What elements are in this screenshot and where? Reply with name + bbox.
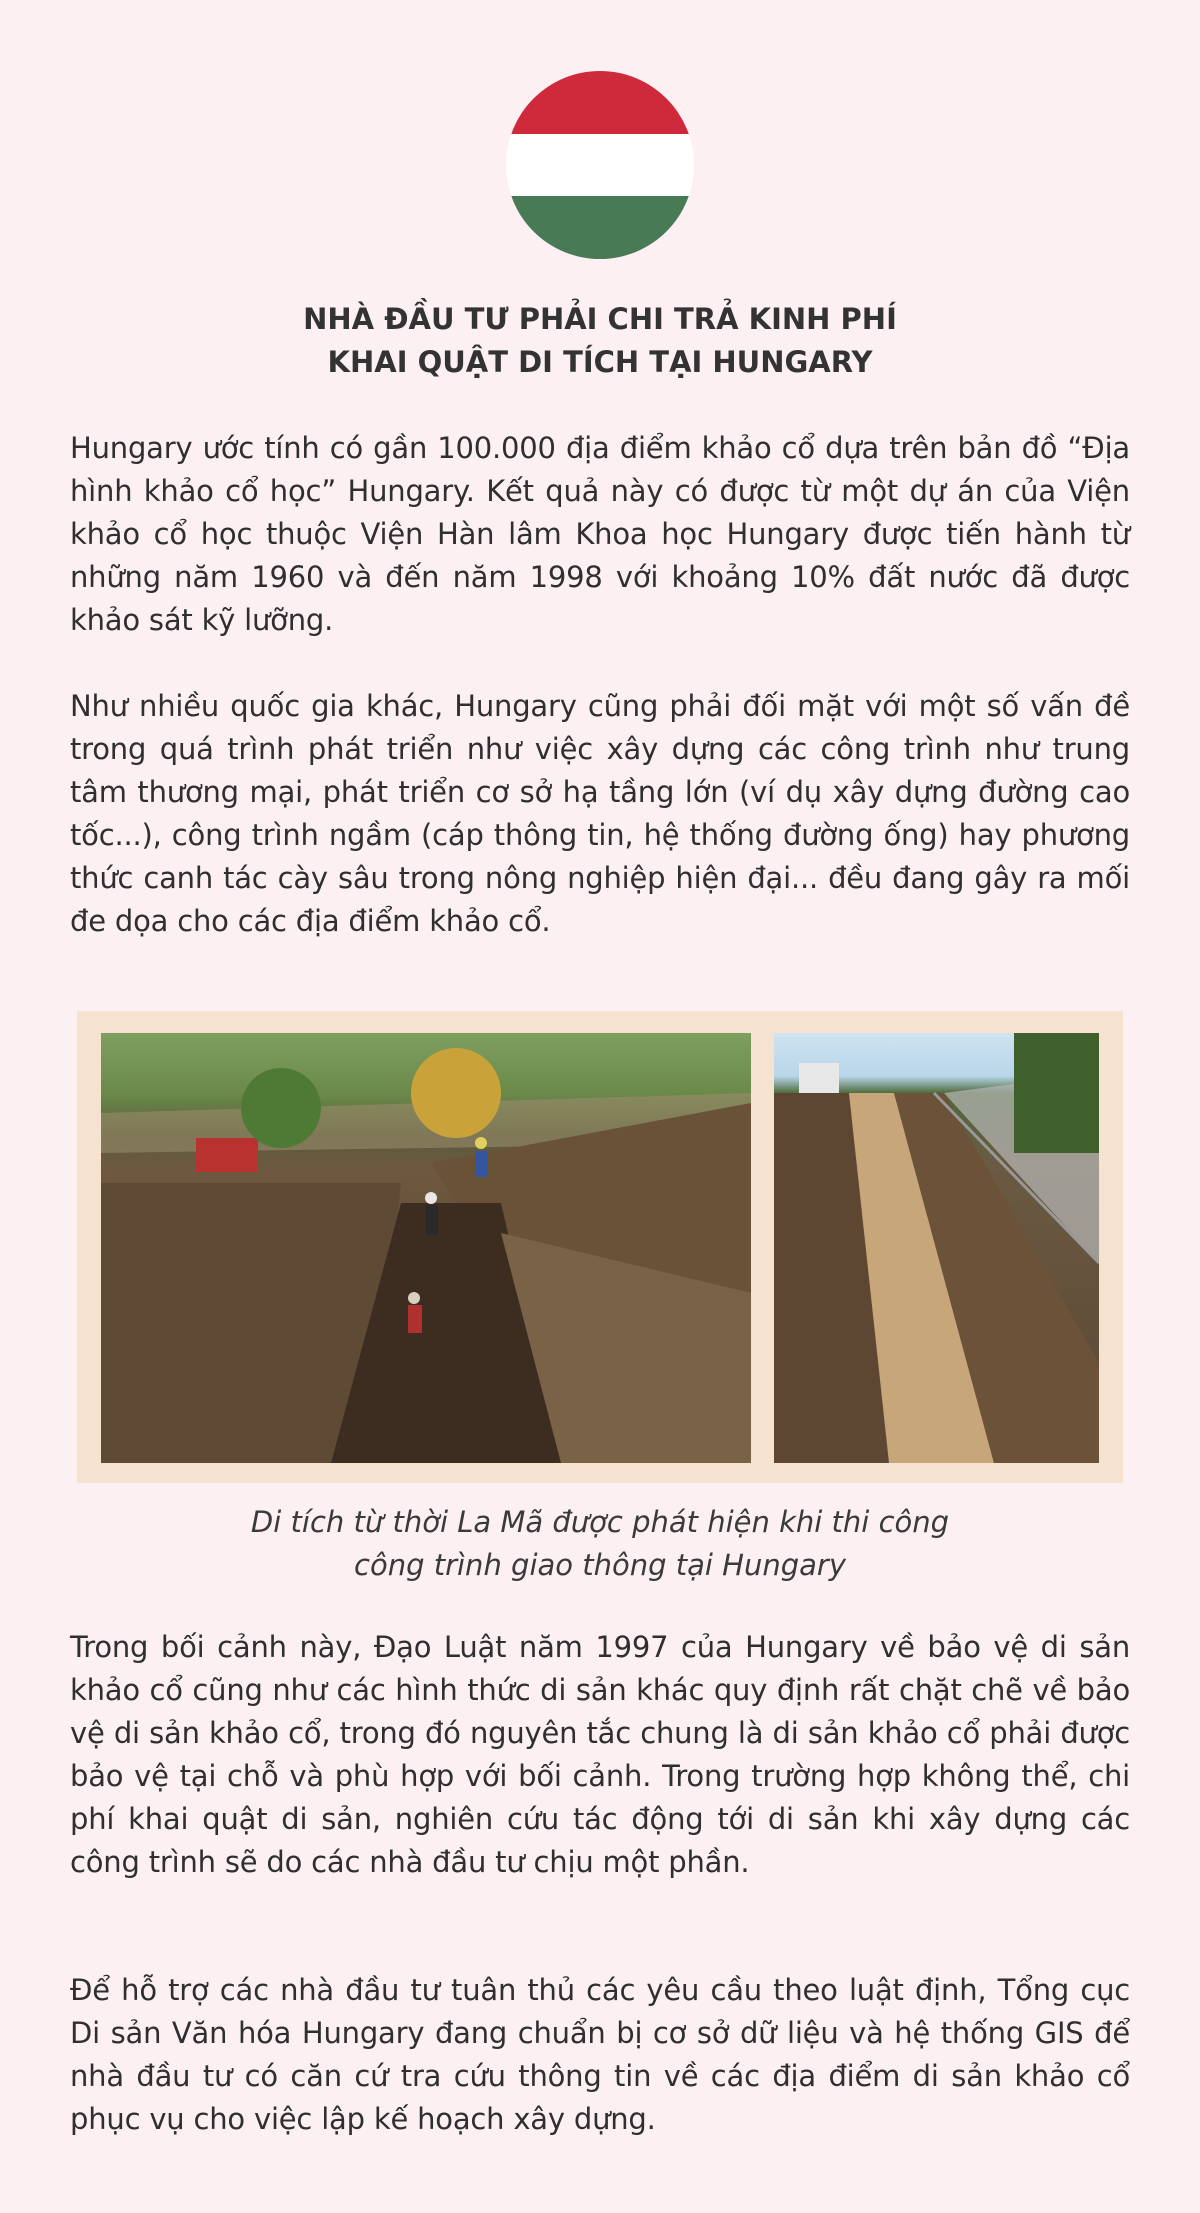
excavation-site-illustration (101, 1033, 751, 1463)
title-line-2: KHAI QUẬT DI TÍCH TẠI HUNGARY (327, 345, 873, 379)
flag-white-band (506, 134, 694, 196)
flag-green-band (506, 196, 694, 259)
paragraph-2: Như nhiều quốc gia khác, Hungary cũng phải đối mặt với một số vấn đề trong quá trình phát triển như việc xây dựng các công trình như trung tâm thương mại, phát triển cơ sở hạ tầng lớn (ví dụ xây dựng đường cao tốc...), công trình ngầm (cáp thông tin, hệ thống đường ống) hay phương thức canh tác cày sâu trong nông nghiệp hiện đại... đều đang gây ra mối đe dọa cho các địa điểm khảo cổ. (70, 689, 1130, 938)
title-line-1: NHÀ ĐẦU TƯ PHẢI CHI TRẢ KINH PHÍ (303, 302, 897, 336)
paragraph-3: Trong bối cảnh này, Đạo Luật năm 1997 của Hungary về bảo vệ di sản khảo cổ cũng như các hình thức di sản khác quy định rất chặt chẽ về bảo vệ di sản khảo cổ, trong đó nguyên tắc chung là di sản khảo cổ phải được bảo vệ tại chỗ và phù hợp với bối cảnh. Trong trường hợp không thể, chi phí khai quật di sản, nghiên cứu tác động tới di sản khi xây dựng các công trình sẽ do các nhà đầu tư chịu một phần. (70, 1630, 1130, 1879)
hungary-flag-icon (506, 71, 694, 259)
photo-caption (0, 1501, 1200, 1587)
page-title (0, 298, 1200, 384)
excavation-photo-left (101, 1033, 751, 1463)
paragraph-1: Hungary ước tính có gần 100.000 địa điểm khảo cổ dựa trên bản đồ “Địa hình khảo cổ học” Hungary. Kết quả này có được từ một dự án của Viện khảo cổ học thuộc Viện Hàn lâm Khoa học Hungary được tiến hành từ những năm 1960 và đến năm 1998 với khoảng 10% đất nước đã được khảo sát kỹ lưỡng. (70, 431, 1130, 637)
caption-line-1: Di tích từ thời La Mã được phát hiện khi thi công (250, 1505, 950, 1539)
caption-line-2: công trình giao thông tại Hungary (354, 1548, 846, 1582)
trench-illustration (774, 1033, 1099, 1463)
excavation-photo-right (774, 1033, 1099, 1463)
flag-red-band (506, 71, 694, 134)
photo-frame (77, 1011, 1123, 1483)
paragraph-4: Để hỗ trợ các nhà đầu tư tuân thủ các yêu cầu theo luật định, Tổng cục Di sản Văn hóa Hungary đang chuẩn bị cơ sở dữ liệu và hệ thống GIS để nhà đầu tư có căn cứ tra cứu thông tin về các địa điểm di sản khảo cổ phục vụ cho việc lập kế hoạch xây dựng. (70, 1973, 1130, 2136)
